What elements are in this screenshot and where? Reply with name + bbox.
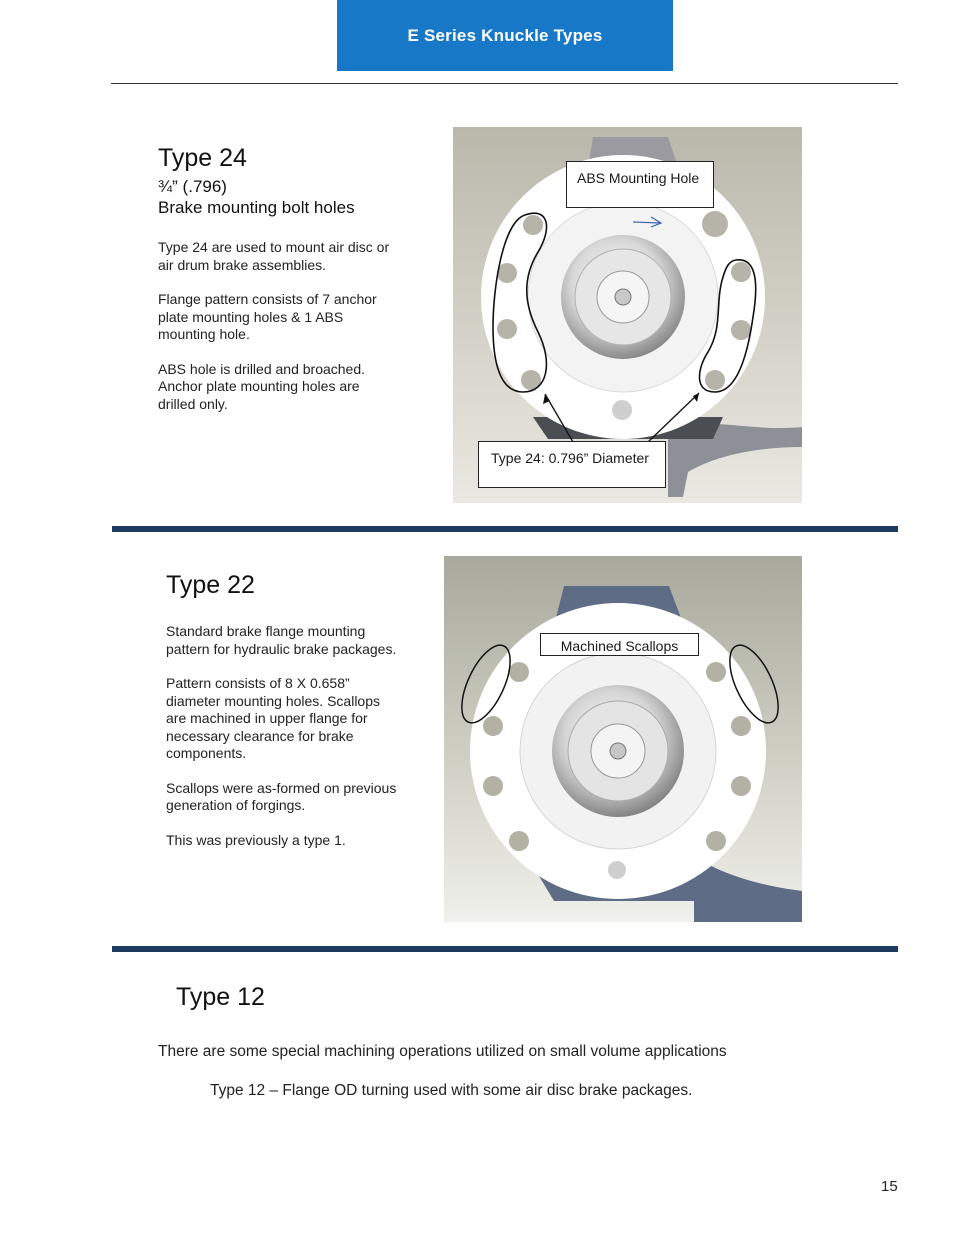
type24-text-block	[158, 239, 398, 430]
type12-intro: There are some special machining operations utilized on small volume applications	[158, 1043, 727, 1060]
type12-description: Type 12 – Flange OD turning used with some air disc brake packages.	[210, 1082, 693, 1099]
section-divider-1	[112, 526, 898, 532]
type22-paragraph-4: This was previously a type 1.	[166, 831, 346, 848]
scallops-callout: Machined Scallops	[540, 633, 699, 656]
diameter-callout: Type 24: 0.796” Diameter	[478, 441, 666, 488]
type24-size: ¾” (.796)	[158, 177, 227, 196]
type22-paragraph-2: Pattern consists of 8 X 0.658” diameter mounting holes. Scallops are machined in upper flange for necessary clearance for brake components.	[166, 675, 381, 761]
abs-hole-callout: ABS Mounting Hole	[566, 161, 714, 208]
type12-title: Type 12	[176, 983, 265, 1011]
section-header-tab: E Series Knuckle Types	[337, 0, 673, 71]
type24-paragraph-2: Flange pattern consists of 7 anchor plate mounting holes & 1 ABS mounting hole.	[158, 291, 377, 342]
type24-paragraph-3: ABS hole is drilled and broached. Anchor plate mounting holes are drilled only.	[158, 360, 366, 412]
type22-title: Type 22	[166, 571, 255, 599]
type24-subtitle: Brake mounting bolt holes	[158, 198, 355, 217]
type22-text-block	[166, 623, 401, 866]
header-rule	[111, 83, 898, 84]
type24-paragraph-1: Type 24 are used to mount air disc or air drum brake assemblies.	[158, 239, 390, 273]
section-divider-2	[112, 946, 898, 952]
type22-knuckle-image	[444, 556, 802, 922]
type22-paragraph-1: Standard brake flange mounting pattern for hydraulic brake packages.	[166, 623, 397, 657]
type24-knuckle-image	[453, 127, 802, 503]
page-number: 15	[881, 1178, 898, 1195]
type24-title: Type 24	[158, 144, 247, 172]
type22-paragraph-3: Scallops were as-formed on previous generation of forgings.	[166, 779, 397, 813]
